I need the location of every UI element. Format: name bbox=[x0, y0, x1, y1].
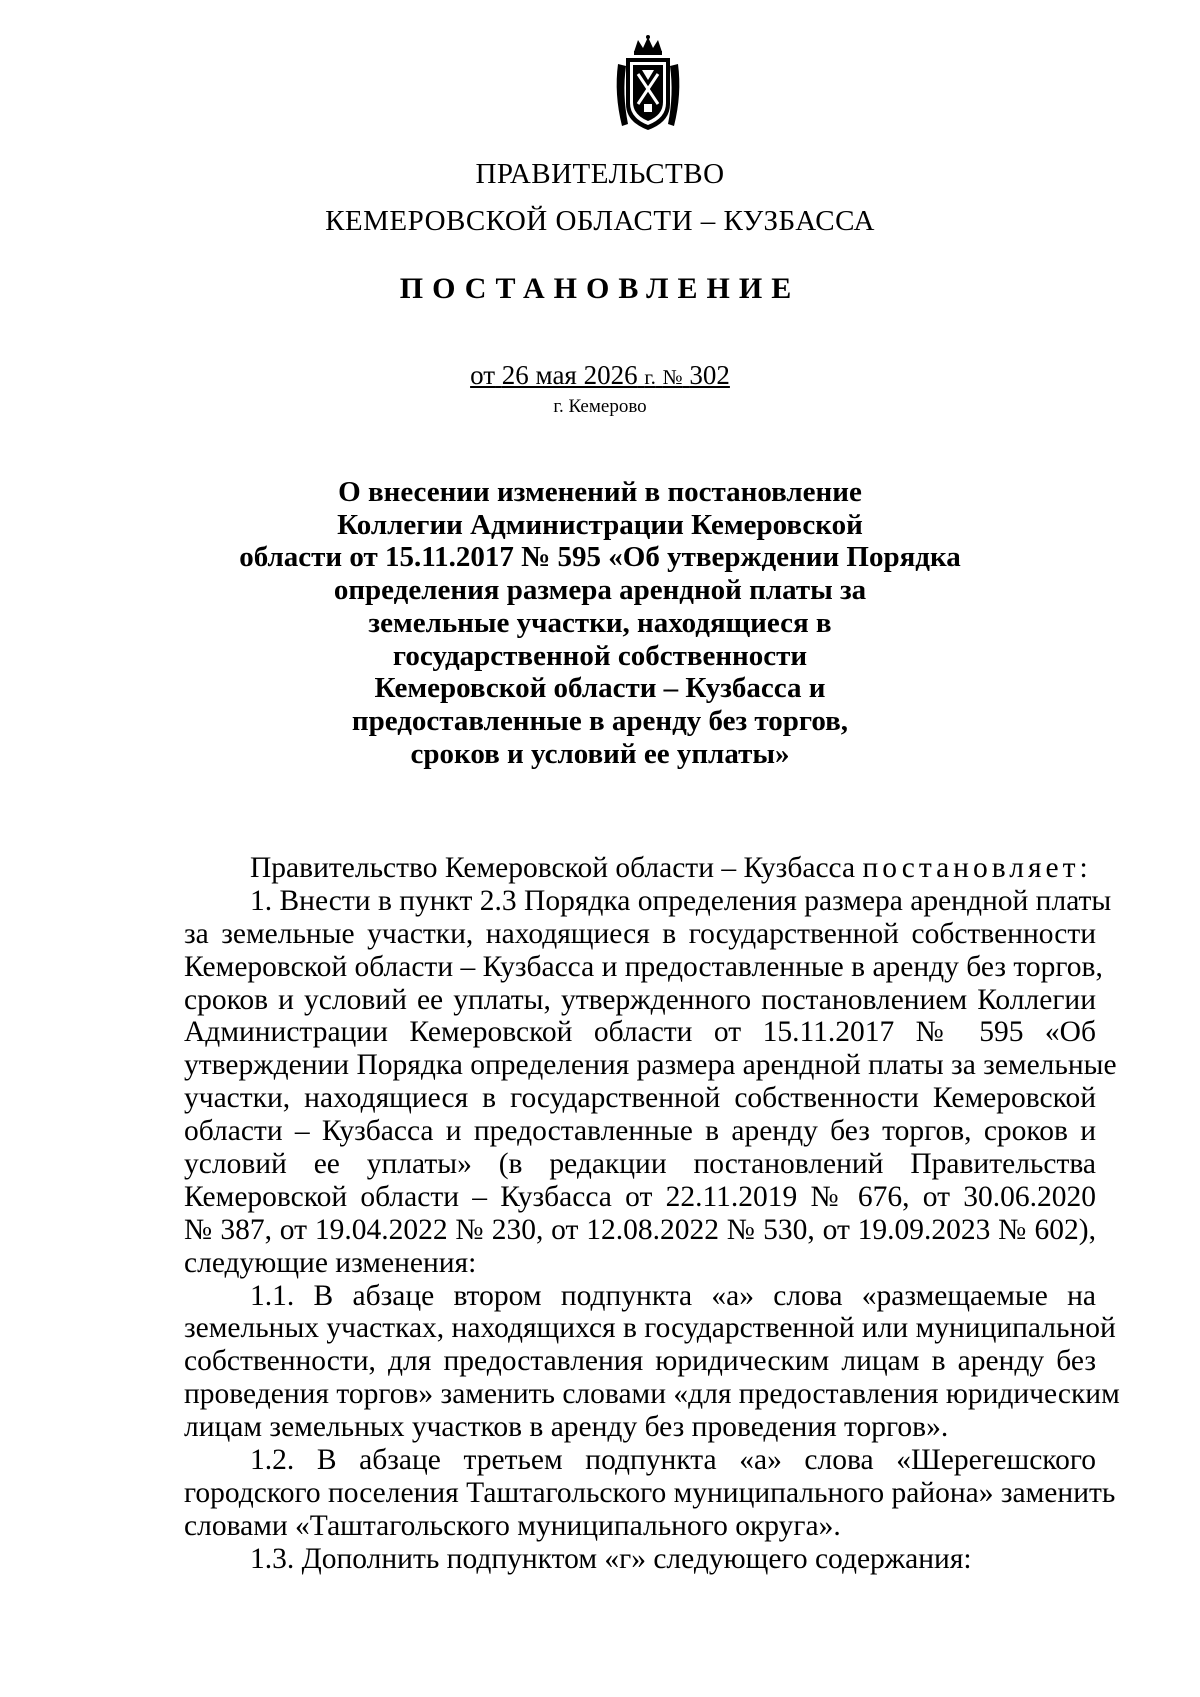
body-line: 1.3. Дополнить подпунктом «г» следующего содержания: bbox=[250, 1542, 972, 1575]
body-line: городского поселения Таштагольского муниципального района» заменить bbox=[184, 1476, 1116, 1509]
title-line: Кемеровской области – Кузбасса и bbox=[374, 672, 826, 705]
body-line: сроков и условий ее уплаты, утвержденного постановлением Коллегии bbox=[184, 983, 1096, 1016]
title-line: Коллегии Администрации Кемеровской bbox=[337, 508, 863, 541]
date-prefix: от bbox=[470, 360, 496, 390]
body-line: лицам земельных участков в аренду без проведения торгов». bbox=[184, 1411, 949, 1444]
body-line: за земельные участки, находящиеся в государственной собственности bbox=[184, 917, 1096, 950]
body-line: собственности, для предоставления юридическим лицам в аренду без bbox=[184, 1345, 1096, 1378]
title-line: государственной собственности bbox=[392, 639, 808, 672]
number-sign: № bbox=[662, 365, 683, 389]
body-line: условий ее уплаты» (в редакции постановлений Правительства bbox=[184, 1148, 1096, 1181]
title-line: определения размера арендной платы за bbox=[333, 574, 867, 607]
document-date-number bbox=[0, 360, 1200, 391]
body-line: словами «Таштагольского муниципального округа». bbox=[184, 1509, 841, 1542]
body-line: 1.1. В абзаце втором подпункта «а» слова «размещаемые на bbox=[250, 1279, 1096, 1312]
document-body bbox=[184, 852, 1120, 1576]
body-line: Администрации Кемеровской области от 15.11.2017 № 595 «Об bbox=[184, 1016, 1096, 1049]
document-title bbox=[0, 476, 1200, 770]
intro-text: Правительство Кемеровской области – Кузбасса bbox=[250, 852, 856, 884]
body-line: проведения торгов» заменить словами «для предоставления юридическим bbox=[184, 1378, 1120, 1411]
body-line: Кемеровской области – Кузбасса и предоставленные в аренду без торгов, bbox=[184, 950, 1103, 983]
coat-of-arms-icon bbox=[612, 34, 684, 134]
title-line: предоставленные в аренду без торгов, bbox=[351, 704, 849, 737]
body-line: 1. Внести в пункт 2.3 Порядка определения размера арендной платы bbox=[250, 884, 1112, 917]
date-value: 26 мая 2026 bbox=[501, 360, 638, 390]
body-line: Кемеровской области – Кузбасса от 22.11.2019 № 676, от 30.06.2020 bbox=[184, 1180, 1096, 1213]
document-city: г. Кемерово bbox=[553, 396, 647, 417]
document-type-title: ПОСТАНОВЛЕНИЕ bbox=[399, 272, 801, 305]
body-line: следующие изменения: bbox=[184, 1246, 477, 1279]
title-line: области от 15.11.2017 № 595 «Об утверждении Порядка bbox=[239, 541, 961, 574]
year-suffix: г. bbox=[644, 365, 656, 389]
title-line: сроков и условий ее уплаты» bbox=[410, 737, 790, 770]
body-line: № 387, от 19.04.2022 № 230, от 12.08.2022 № 530, от 19.09.2023 № 602), bbox=[184, 1213, 1096, 1246]
body-line: утверждении Порядка определения размера арендной платы за земельные bbox=[184, 1049, 1117, 1082]
body-intro-line bbox=[184, 852, 1096, 885]
title-line: земельные участки, находящиеся в bbox=[368, 606, 832, 639]
intro-decree-word: постановляет: bbox=[862, 852, 1092, 884]
body-line: области – Кузбасса и предоставленные в аренду без торгов, сроков и bbox=[184, 1115, 1096, 1148]
document-number: 302 bbox=[689, 360, 730, 390]
body-line: 1.2. В абзаце третьем подпункта «а» слова «Шерегешского bbox=[250, 1444, 1096, 1477]
title-line: О внесении изменений в постановление bbox=[338, 476, 862, 508]
government-name-line1: ПРАВИТЕЛЬСТВО bbox=[475, 158, 725, 190]
body-line: земельных участках, находящихся в государственной или муниципальной bbox=[184, 1312, 1116, 1345]
government-name-line2: КЕМЕРОВСКОЙ ОБЛАСТИ – КУЗБАССА bbox=[325, 205, 875, 237]
body-line: участки, находящиеся в государственной собственности Кемеровской bbox=[184, 1082, 1096, 1115]
